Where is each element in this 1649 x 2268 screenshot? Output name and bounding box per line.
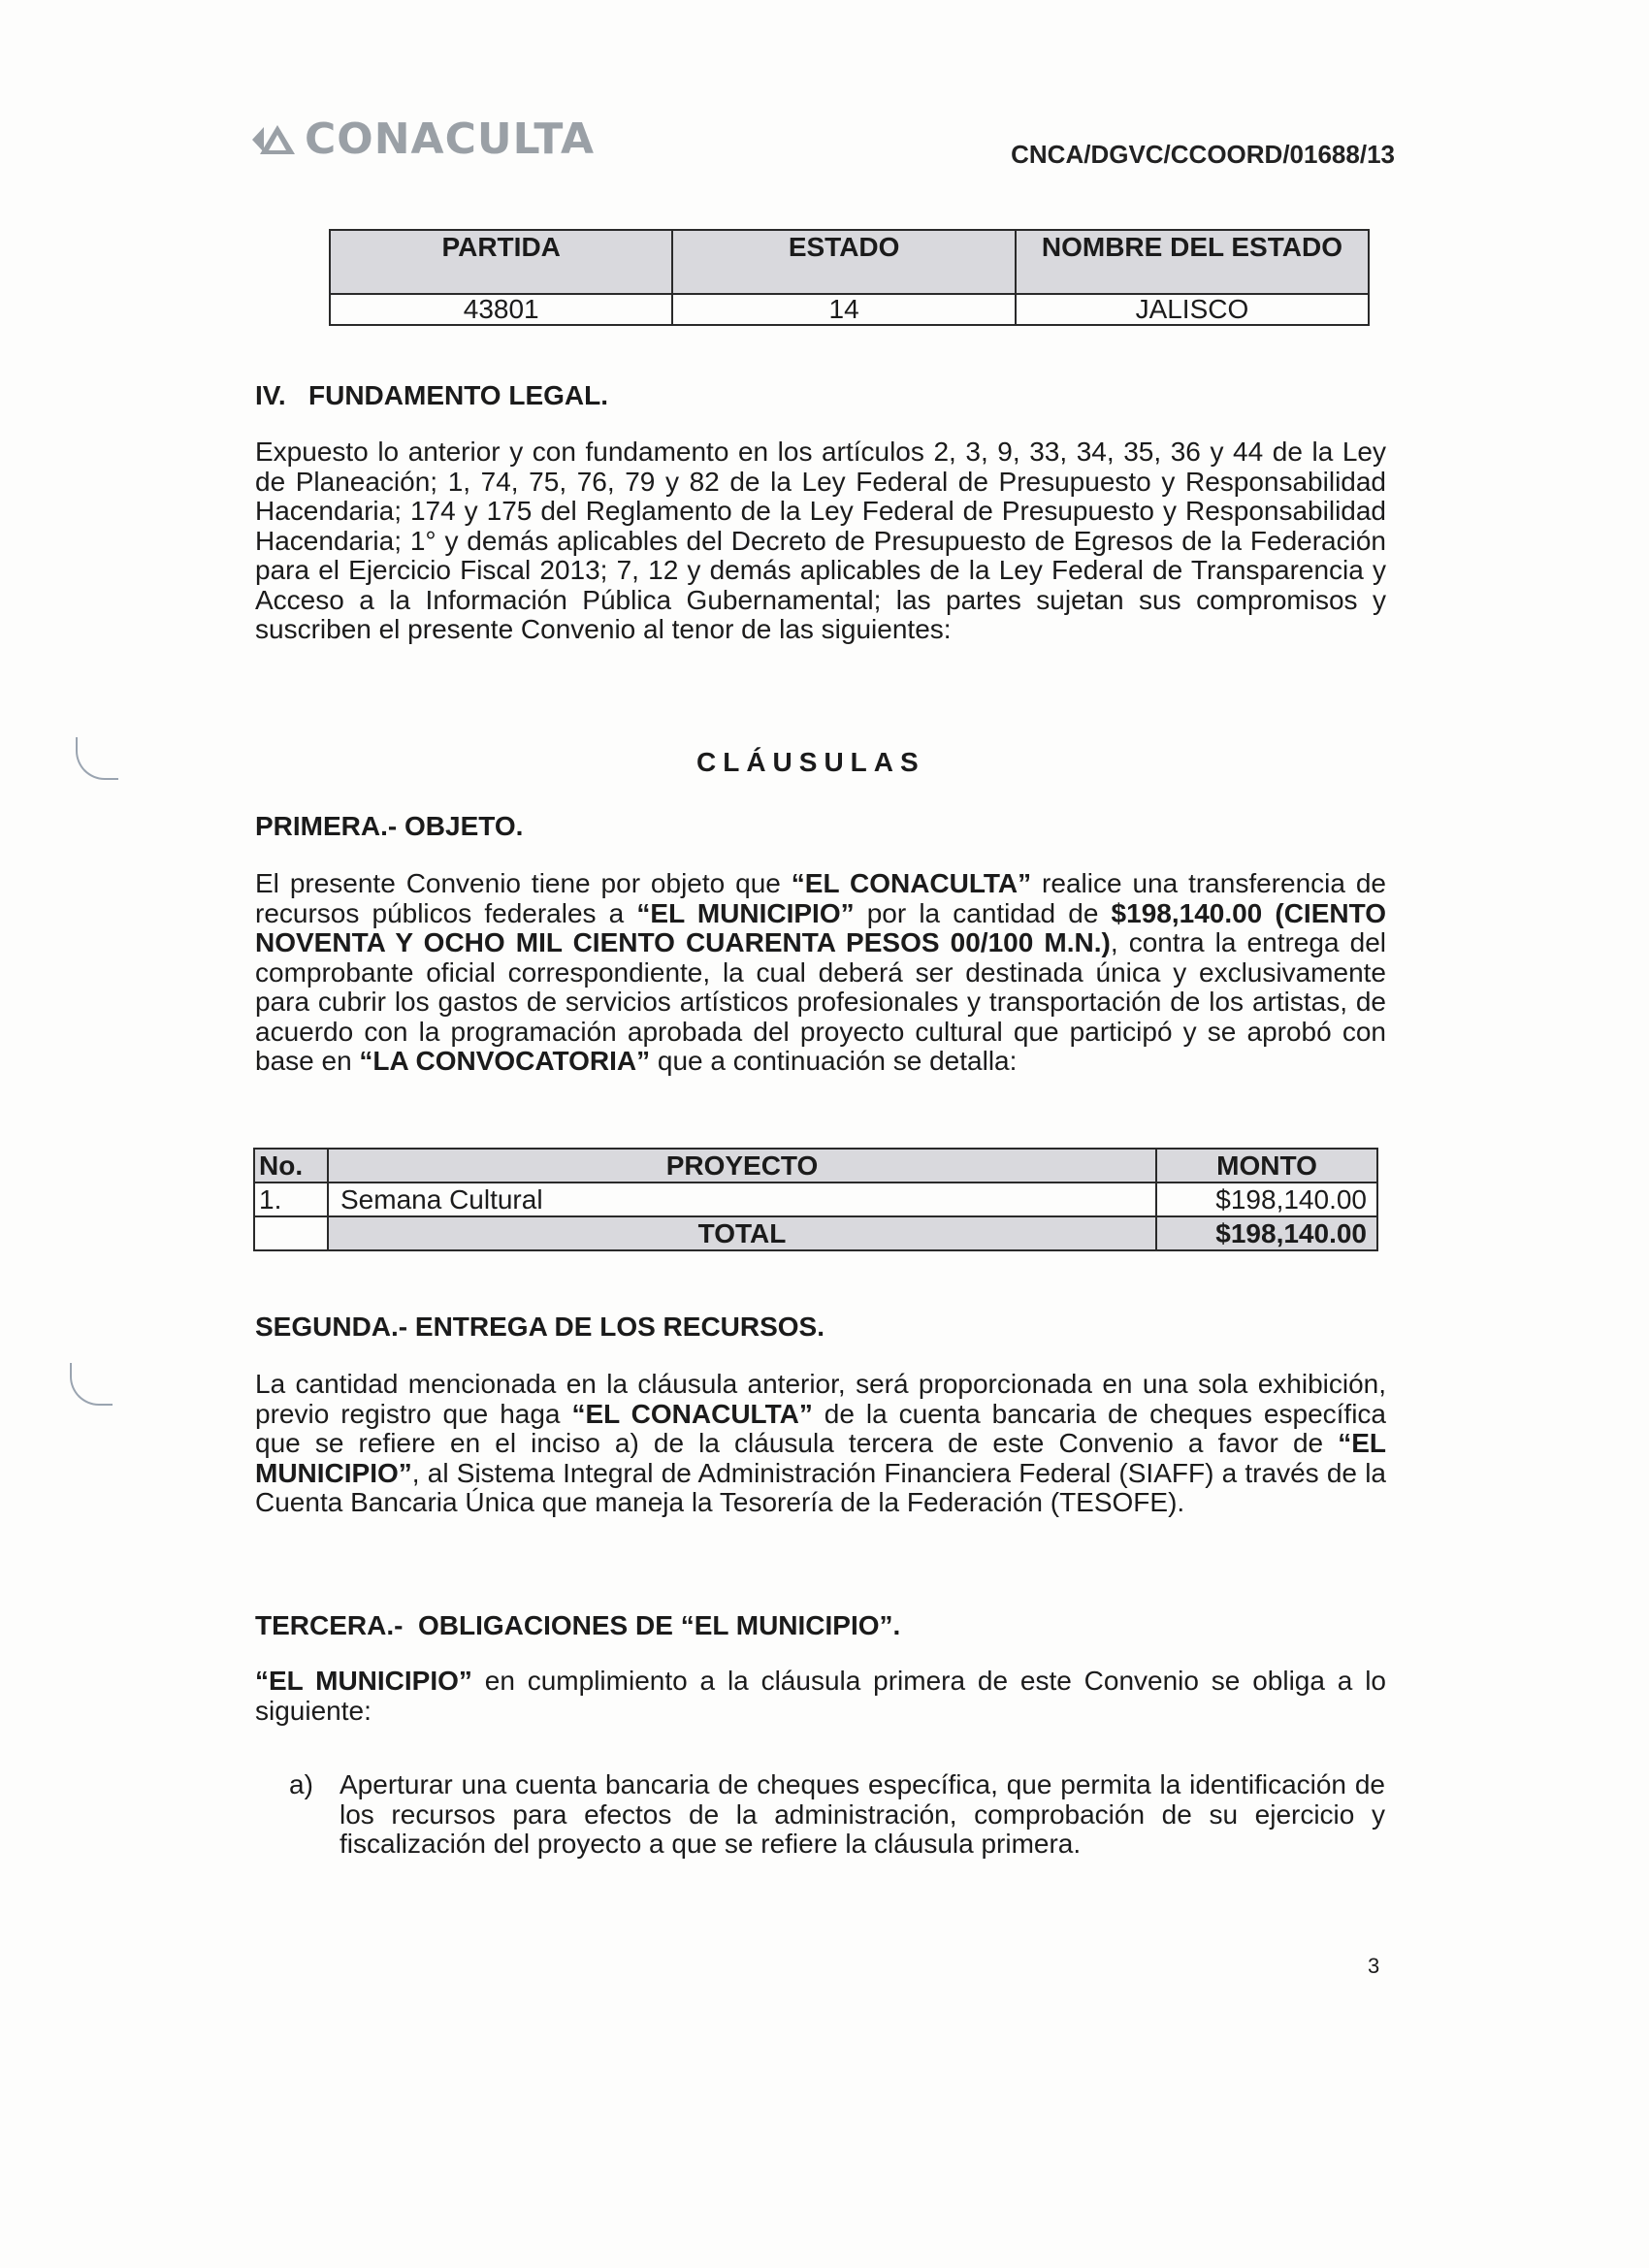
punch-hole-mark (76, 737, 118, 780)
bold-text: “EL CONACULTA” (571, 1398, 813, 1429)
column-header: PARTIDA (330, 230, 672, 294)
clause-heading: TERCERA.- OBLIGACIONES DE “EL MUNICIPIO”. (255, 1610, 901, 1640)
total-label: TOTAL (328, 1216, 1156, 1250)
text-run: que a continuación se detalla: (650, 1046, 1018, 1076)
table-cell: $198,140.00 (1156, 1183, 1377, 1216)
bold-text: “LA CONVOCATORIA” (359, 1046, 651, 1076)
paragraph (255, 1370, 1386, 1518)
column-header: PROYECTO (328, 1149, 1156, 1183)
list-item-text: Aperturar una cuenta bancaria de cheques específica, que permita la identificación de los recursos para efectos de la administración, comprobación de su ejercicio y fiscalización del proyecto a que se refiere la cláusula primera. (340, 1769, 1385, 1859)
text-run: , al Sistema Integral de Administración Financiera Federal (SIAFF) a través de la Cuenta Bancaria Única que maneja la Tesorería de la Federación (TESOFE). (255, 1457, 1386, 1517)
column-header: MONTO (1156, 1149, 1377, 1183)
text-run: realice una transferencia de recursos públicos federales a (255, 868, 1386, 928)
total-value: $198,140.00 (1156, 1216, 1377, 1250)
total-row (254, 1216, 1377, 1250)
text-run: de la cuenta bancaria de cheques específica que se refiere en el inciso a) de la cláusula tercera de este Convenio a favor de (255, 1398, 1386, 1458)
page-number: 3 (1368, 1954, 1380, 1978)
table-cell: 14 (672, 294, 1015, 325)
paragraph (255, 869, 1386, 1077)
table-cell: Semana Cultural (328, 1183, 1156, 1216)
paragraph (255, 1667, 1386, 1726)
clause-heading: SEGUNDA.- ENTREGA DE LOS RECURSOS. (255, 1312, 825, 1342)
column-header: NOMBRE DEL ESTADO (1016, 230, 1369, 294)
text-run: en cumplimiento a la cláusula primera de este Convenio se obliga a lo siguiente: (255, 1666, 1386, 1726)
table-row (254, 1183, 1377, 1216)
text-run: El presente Convenio tiene por objeto que (255, 868, 792, 898)
clausulas-title: CLÁUSULAS (696, 747, 925, 777)
conaculta-logo (250, 114, 595, 164)
partida-table (329, 229, 1370, 326)
text-run: , contra la entrega del comprobante oficial correspondiente, la cual deberá ser destinada única y exclusivamente para cubrir los gastos de servicios artísticos profesionales y transportación de los artistas, de acuerdo con la programación aprobada del proyecto cultural que participó y se aprobó con base en (255, 927, 1386, 1076)
table-header-row (254, 1149, 1377, 1183)
paragraph: Expuesto lo anterior y con fundamento en los artículos 2, 3, 9, 33, 34, 35, 36 y 44 de la Ley de Planeación; 1, 74, 75, 76, 79 y 82 de la Ley Federal de Presupuesto y Responsabilidad Hacendaria; 174 y 175 del Reglamento de la Ley Federal de Presupuesto y Responsabilidad Hacendaria; 1° y demás aplicables del Decreto de Presupuesto de Egresos de la Federación para el Ejercicio Fiscal 2013; 7, 12 y demás aplicables de la Ley Federal de Transparencia y Acceso a la Información Pública Gubernamental; las partes sujetan sus compromisos y suscriben el presente Convenio al tenor de las siguientes: (255, 437, 1386, 644)
section-heading: IV. FUNDAMENTO LEGAL. (255, 380, 609, 410)
page-header (250, 114, 1395, 173)
text-run: por la cantidad de (854, 897, 1112, 928)
bold-text: “EL CONACULTA” (791, 868, 1032, 898)
logo-text: CONACULTA (305, 114, 595, 164)
bold-text: “EL MUNICIPIO” (255, 1666, 472, 1696)
conaculta-logo-icon (250, 123, 297, 156)
proyecto-table (253, 1148, 1378, 1251)
column-header: No. (254, 1149, 328, 1183)
list-marker: a) (289, 1769, 313, 1799)
clause-heading: PRIMERA.- OBJETO. (255, 811, 524, 841)
bold-text: “EL MUNICIPIO” (636, 897, 855, 928)
text-run: La cantidad mencionada en la cláusula anterior, será proporcionada en una sola exhibición, previo registro que haga (255, 1369, 1386, 1429)
table-header-row (330, 230, 1369, 294)
column-header: ESTADO (672, 230, 1015, 294)
table-cell (254, 1216, 328, 1250)
table-cell: 1. (254, 1183, 328, 1216)
bold-text: $198,140.00 (CIENTO NOVENTA Y OCHO MIL CIENTO CUARENTA PESOS 00/100 M.N.) (255, 897, 1386, 957)
table-cell: JALISCO (1016, 294, 1369, 325)
table-cell: 43801 (330, 294, 672, 325)
table-row (330, 294, 1369, 325)
document-reference: CNCA/DGVC/CCOORD/01688/13 (1011, 140, 1395, 169)
bold-text: “EL MUNICIPIO” (255, 1428, 1386, 1488)
list-item (289, 1770, 1385, 1860)
punch-hole-mark (70, 1363, 113, 1406)
